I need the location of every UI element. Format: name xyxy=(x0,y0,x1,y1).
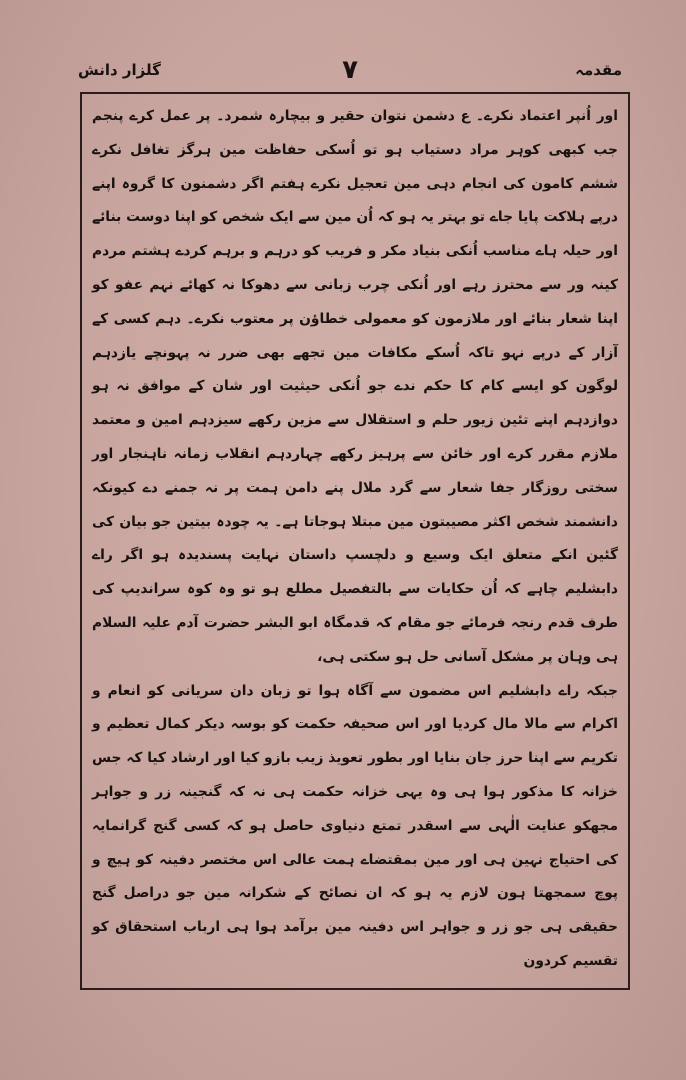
section-title: مقدمہ xyxy=(575,61,622,79)
paragraph-1: اور اُنپر اعتماد نکرے۔ ع دشمن نتوان حقیر و بیچارہ شمرد۔ پر عمل کرے پنجم جب کبھی کوہر مراد دستیاب ہو تو اُسکی حفاظت مین ہرگز تغافل نکرے ششم کامون کی انجام دہی مین تعجیل نکرے ہفتم اگر دشمنون کا گروہ اپنے درپے ہلاکت پایا جاے تو بہتر یہ ہو کہ اُن مین سے ایک شخص کو اپنا دوست بنائے اور حیلہ ہاے مناسب اُنکی بنیاد مکر و فریب کو درہم و برہم کردے ہشتم مردم کینہ ور سے محترز رہے اور اُنکی چرب زبانی سے دھوکا نہ کھائے نہم عفو کو اپنا شعار بنائے اور ملازمون کو معمولی خطاؤن پر معتوب نکرے۔ دہم کسی کے آزار کے درپے نہو تاکہ اُسکے مکافات مین تجھے بھی ضرر نہ پہونچے یازدہم لوگون کو ایسے کام کا حکم ندے جو اُنکی حیثیت اور شان کے موافق نہ ہو دوازدہم اپنے تئین زیور حلم و استقلال سے مزین رکھے سیزدہم امین و معتمد ملازم مقرر کرے اور خائن سے پرہیز رکھے چہاردہم انقلاب زمانہ ناہنجار اور سختی روزگار جفا شعار سے گرد ملال پنے دامن ہمت پر نہ جمنے دے کیونکہ دانشمند شخص اکثر مصیبتون مین مبتلا ہوجاتا ہے۔ یہ چودہ بیتین جو بیان کی گئین انکے متعلق ایک وسیع و دلچسپ داستان نہایت پسندیدہ ہو اگر راے دابشلیم چاہے کہ اُن حکایات سے بالتفصیل مطلع ہو تو وہ کوہ سراندیپ کی طرف قدم رنجہ فرمائے جو مقام کہ قدمگاہ ابو البشر حضرت آدم علیہ السلام ہی وہان پر مشکل آسانی حل ہو سکتی ہی، xyxy=(92,108,618,665)
paragraph-2: جبکہ راے دابشلیم اس مضمون سے آگاہ ہوا تو زبان دان سریانی کو انعام و اکرام سے مالا مال کردیا اور اس صحیفہ حکمت کو بوسہ دیکر کمال تعظیم و تکریم سے اپنا حرز جان بنایا اور بطور تعویذ زیب بازو کیا اور ارشاد کیا کہ جس خزانہ کا مذکور ہوا ہی وہ یہی خزانہ حکمت ہی نہ کہ گنجینہ زر و جواہر مجھکو عنایت الٰہی سے اسقدر تمتع دنیاوی حاصل ہو کہ کسی گنج گرانمایہ کی احتیاج نہین ہی اور مین بمقتضاے ہمت عالی اس مختصر دفینہ کو ہیچ و پوچ سمجھتا ہون لازم یہ ہو کہ ان نصائح کے شکرانہ مین جو دراصل گنج حقیقی ہی جو زر و جواہر اس دفینہ مین برآمد ہوا ہی ارباب استحقاق کو تقسیم کردون xyxy=(92,682,618,969)
running-header xyxy=(70,55,630,89)
body-text xyxy=(92,100,618,979)
book-title: گلزار دانش xyxy=(78,61,161,79)
text-frame xyxy=(80,92,630,990)
page-number: ۷ xyxy=(342,55,358,85)
